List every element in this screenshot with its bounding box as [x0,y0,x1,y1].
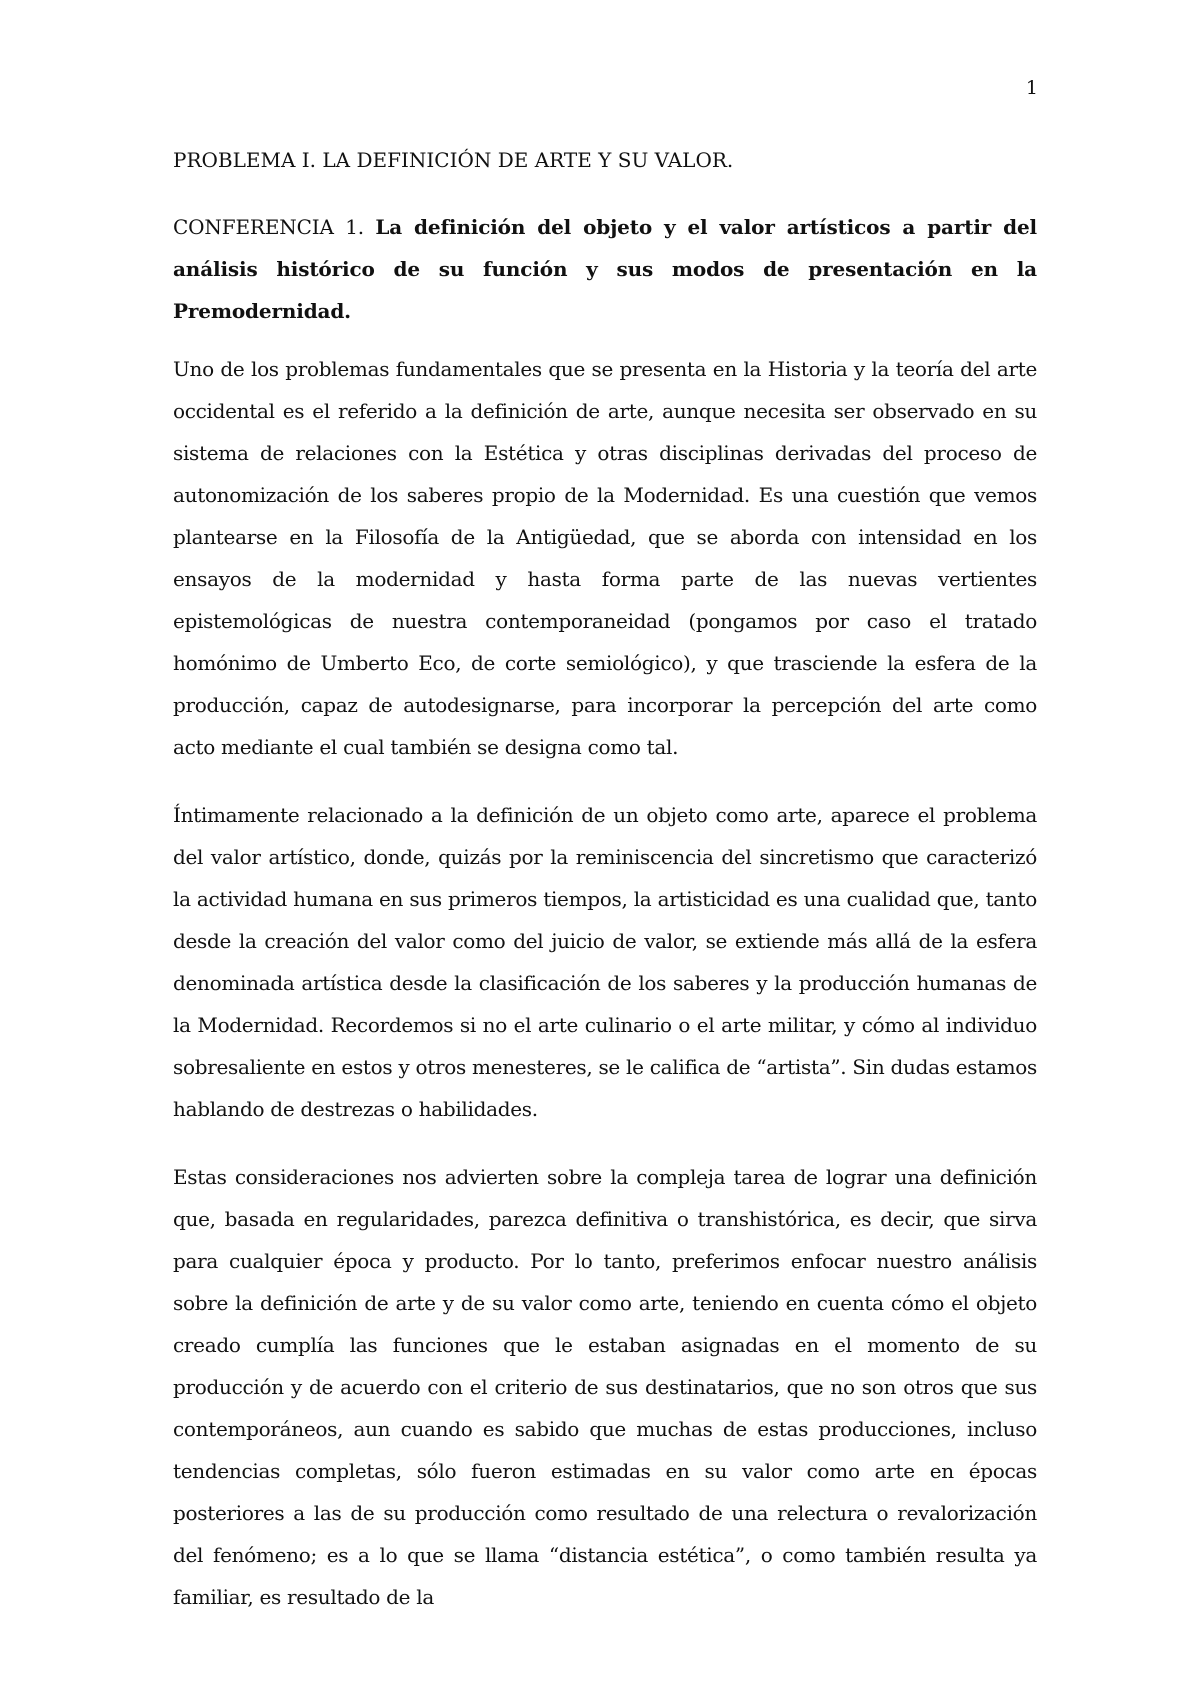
lecture-label: CONFERENCIA 1. [173,215,364,239]
problem-title: PROBLEMA I. LA DEFINICIÓN DE ARTE Y SU VALOR. [173,148,734,172]
body-paragraph: Estas consideraciones nos advierten sobre la compleja tarea de lograr una definición que, basada en regularidades, parezca definitiva o transhistórica, es decir, que sirva para cualquier época y producto. Por lo tanto, preferimos enfocar nuestro análisis sobre la definición de arte y de su valor como arte, teniendo en cuenta cómo el objeto creado cumplía las funciones que le estaban asignadas en el momento de su producción y de acuerdo con el criterio de sus destinatarios, que no son otros que sus contemporáneos, aun cuando es sabido que muchas de estas producciones, incluso tendencias completas, sólo fueron estimadas en su valor como arte en épocas posteriores a las de su producción como resultado de una relectura o revalorización del fenómeno; es a lo que se llama “distancia estética”, o como también resulta ya familiar, es resultado de la [173,1165,1037,1609]
page-number: 1 [1025,77,1038,99]
body-paragraph: Uno de los problemas fundamentales que se presenta en la Historia y la teoría del arte occidental es el referido a la definición de arte, aunque necesita ser observado en su sistema de relaciones con la Estética y otras disciplinas derivadas del proceso de autonomización de los saberes propio de la Modernidad. Es una cuestión que vemos plantearse en la Filosofía de la Antigüedad, que se aborda con intensidad en los ensayos de la modernidad y hasta forma parte de las nuevas vertientes epistemológicas de nuestra contemporaneidad (pongamos por caso el tratado homónimo de Umberto Eco, de corte semiológico), y que trasciende la esfera de la producción, capaz de autodesignarse, para incorporar la percepción del arte como acto mediante el cual también se designa como tal. [173,357,1037,759]
lecture-topic: La definición del objeto y el valor artísticos a partir del análisis histórico de su función y sus modos de presentación en la Premodernidad. [173,215,1037,323]
lecture-heading [173,206,1037,332]
document-body [173,146,1037,1618]
body-paragraph: Íntimamente relacionado a la definición de un objeto como arte, aparece el problema del valor artístico, donde, quizás por la reminiscencia del sincretismo que caracterizó la actividad humana en sus primeros tiempos, la artisticidad es una cualidad que, tanto desde la creación del valor como del juicio de valor, se extiende más allá de la esfera denominada artística desde la clasificación de los saberes y la producción humanas de la Modernidad. Recordemos si no el arte culinario o el arte militar, y cómo al individuo sobresaliente en estos y otros menesteres, se le califica de “artista”. Sin dudas estamos hablando de destrezas o habilidades. [173,803,1037,1121]
